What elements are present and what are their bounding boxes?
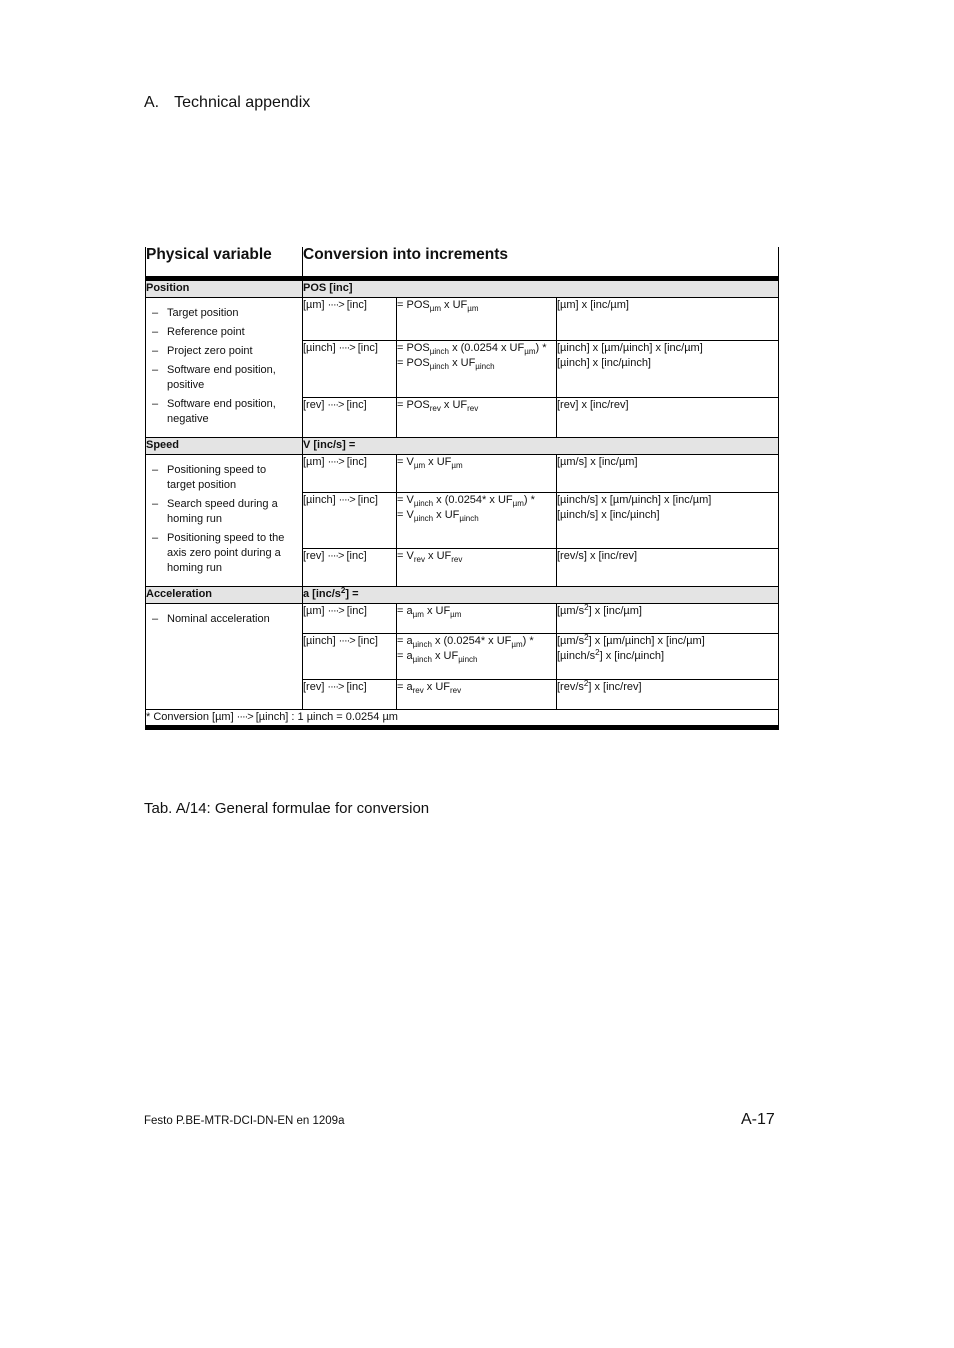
dimension-sup: 2 (595, 648, 600, 657)
dimension-text: ] x [inc/rev] (588, 681, 642, 693)
dimension-sup: 2 (584, 633, 589, 642)
unit-from: [µm] (303, 605, 325, 617)
formula-sub: rev (467, 404, 479, 413)
unit-cell (303, 455, 397, 493)
formula-text: = a (397, 681, 413, 693)
unit-to: [inc] (346, 549, 367, 562)
unit-from: [µinch] (303, 342, 336, 354)
dimension-text: [µinch] x [inc/µinch] (557, 357, 651, 369)
formula-text: ) * (522, 635, 534, 647)
col-header-physical-variable: Physical variable (146, 247, 303, 279)
formula-text: x UF (425, 456, 452, 468)
arrow-right-icon: ····> (338, 635, 355, 647)
formula-sub: µinch (459, 514, 479, 524)
formula-text: = POS (397, 399, 430, 411)
unit-to: [inc] (346, 605, 367, 617)
unit-to: [inc] (357, 635, 378, 647)
formula-text: = a (397, 635, 413, 647)
formula-cell (397, 604, 557, 634)
arrow-right-icon: ····> (327, 399, 344, 411)
formula-text: a [inc/s (303, 588, 341, 600)
category-title: Acceleration (146, 587, 303, 604)
variable-list (152, 612, 296, 627)
formula-sub: rev (429, 404, 441, 413)
unit-to: [inc] (357, 342, 378, 354)
unit-from: [µm] (303, 299, 325, 311)
dimension-text: [µinch/s] x [µm/µinch] x [inc/µm] (557, 494, 712, 507)
formula-sub: rev (450, 686, 462, 695)
footnote-text: * Conversion [µm] (146, 711, 234, 723)
dimension-cell (557, 604, 779, 634)
formula-text: x (0.0254* x UF (433, 494, 513, 507)
formula-text: x UF (433, 509, 460, 522)
arrow-right-icon: ····> (327, 456, 344, 468)
variable-list (152, 463, 296, 576)
unit-from: [µinch] (303, 494, 336, 507)
dimension-sup: 2 (584, 603, 589, 612)
formula-sub: µinch (429, 347, 450, 356)
formula-text: = V (397, 494, 414, 507)
dimension-text: [µinch] x [µm/µinch] x [inc/µm] (557, 342, 703, 354)
unit-from: [µm] (303, 456, 325, 468)
arrow-right-icon: ····> (236, 711, 253, 723)
table-row (146, 455, 779, 493)
unit-to: [inc] (346, 299, 367, 311)
formula-sub: µinch (412, 655, 432, 664)
formula-cell (397, 341, 557, 398)
document-id: Festo P.BE-MTR-DCI-DN-EN en 1209a (144, 1115, 345, 1127)
formula-text: = POS (397, 342, 430, 354)
formula-text: = a (397, 650, 413, 662)
formula-sub: µm (450, 610, 462, 619)
list-item: – Positioning speed to target position (152, 463, 296, 493)
section-title: Technical appendix (174, 94, 311, 111)
unit-from: [µinch] (303, 635, 336, 647)
formula-cell (397, 548, 557, 586)
formula-text: = V (397, 549, 414, 562)
dimension-cell: [rev] x [inc/rev] (557, 398, 779, 438)
unit-to: [inc] (346, 456, 367, 468)
formula-text: = POS (397, 299, 430, 311)
unit-cell (303, 634, 397, 680)
variable-list-cell (146, 455, 303, 587)
formula-sub: µm (467, 304, 479, 313)
unit-cell (303, 604, 397, 634)
unit-cell (303, 341, 397, 398)
arrow-right-icon: ····> (327, 299, 344, 311)
formula-sub: µm (511, 640, 523, 649)
formula-sub: rev (413, 554, 425, 564)
formula-sub: µinch (413, 514, 434, 524)
dimension-cell: [rev/s] x [inc/rev] (557, 548, 779, 586)
category-formula: POS [inc] (303, 279, 779, 298)
formula-sub: µinch (458, 655, 478, 664)
formula-sub: µm (512, 499, 524, 509)
category-title: Speed (146, 438, 303, 455)
unit-from: [rev] (303, 549, 325, 562)
formula-sub: µinch (475, 362, 495, 371)
table-header-row (146, 247, 779, 279)
unit-cell (303, 398, 397, 438)
list-item: – Reference point (152, 325, 296, 340)
arrow-right-icon: ····> (338, 342, 355, 354)
dimension-text: [µinch/s (557, 650, 596, 662)
dimension-cell (557, 634, 779, 680)
arrow-right-icon: ····> (338, 494, 355, 507)
page-number: A-17 (741, 1111, 775, 1128)
formula-text: ] = (345, 588, 359, 600)
formula-cell (397, 634, 557, 680)
formula-text: x UF (449, 357, 476, 369)
list-item: – Software end position, positive (152, 363, 296, 393)
formula-text: ) * (523, 494, 535, 507)
table-footnote-row (146, 710, 779, 728)
arrow-right-icon: ····> (327, 549, 344, 562)
formula-sub: µm (413, 461, 426, 470)
category-row-speed (146, 438, 779, 455)
formula-cell (397, 680, 557, 710)
formula-sub: µm (524, 347, 536, 356)
list-item: – Positioning speed to the axis zero point during a homing run (152, 531, 296, 576)
formula-text: = a (397, 605, 413, 617)
formula-text: x UF (440, 399, 468, 411)
table-footnote (146, 710, 779, 728)
formula-cell (397, 398, 557, 438)
unit-cell (303, 298, 397, 341)
category-row-position (146, 279, 779, 298)
formula-cell (397, 298, 557, 341)
formula-sub: µinch (413, 499, 434, 509)
dimension-cell: [µm/s] x [inc/µm] (557, 455, 779, 493)
formula-text: x UF (423, 681, 451, 693)
arrow-right-icon: ····> (327, 681, 344, 693)
formula-cell (397, 455, 557, 493)
formula-text: ) * (535, 342, 547, 354)
list-item: – Project zero point (152, 344, 296, 359)
table-row (146, 604, 779, 634)
formula-sub: rev (451, 554, 463, 564)
dimension-text: ] x [µm/µinch] x [inc/µm] (588, 635, 705, 647)
formula-text: x (0.0254* x UF (431, 635, 512, 647)
formula-text: x UF (423, 605, 451, 617)
dimension-cell (557, 493, 779, 548)
unit-cell (303, 493, 397, 548)
unit-from: [rev] (303, 399, 325, 411)
dimension-cell (557, 680, 779, 710)
variable-list (152, 306, 296, 427)
dimension-cell (557, 341, 779, 398)
unit-to: [inc] (357, 494, 378, 507)
formula-sub: µm (429, 304, 441, 313)
formula-sub: µinch (412, 640, 432, 649)
formula-text: x UF (431, 650, 459, 662)
list-item: – Nominal acceleration (152, 612, 296, 627)
unit-to: [inc] (346, 681, 367, 693)
formula-text: = V (397, 456, 414, 468)
conversion-table (145, 247, 779, 730)
category-row-acceleration (146, 587, 779, 604)
category-formula (303, 587, 779, 604)
table-row (146, 298, 779, 341)
unit-from: [rev] (303, 681, 325, 693)
arrow-right-icon: ····> (327, 605, 344, 617)
section-header (144, 94, 310, 112)
unit-cell (303, 680, 397, 710)
formula-sub: µm (451, 461, 463, 470)
formula-text: = POS (397, 357, 430, 369)
dimension-text: ] x [inc/µinch] (599, 650, 665, 662)
formula-text: = V (397, 509, 414, 522)
formula-text: x UF (424, 549, 452, 562)
category-title: Position (146, 279, 303, 298)
dimension-sup: 2 (583, 679, 589, 688)
table-caption: Tab. A/14: General formulae for conversion (144, 800, 430, 817)
footnote-text: [µinch] : 1 µinch = 0.0254 µm (255, 711, 398, 723)
dimension-cell: [µm] x [inc/µm] (557, 298, 779, 341)
list-item: – Search speed during a homing run (152, 497, 296, 527)
unit-to: [inc] (346, 399, 367, 411)
formula-text: x UF (441, 299, 468, 311)
dimension-text: [rev/s (557, 681, 584, 693)
unit-cell (303, 548, 397, 586)
dimension-text: [µm/s (557, 605, 585, 617)
dimension-text: ] x [inc/µm] (588, 605, 642, 617)
formula-sub: µm (412, 610, 424, 619)
formula-cell (397, 493, 557, 548)
dimension-text: [µinch/s] x [inc/µinch] (557, 509, 660, 522)
formula-sub: µinch (429, 362, 450, 371)
formula-sup: 2 (340, 586, 346, 595)
formula-text: x (0.0254 x UF (449, 342, 525, 354)
category-formula: V [inc/s] = (303, 438, 779, 455)
formula-sub: rev (412, 686, 424, 695)
section-number: A. (144, 94, 160, 111)
variable-list-cell (146, 298, 303, 438)
list-item: – Software end position, negative (152, 397, 296, 427)
dimension-text: [µm/s (557, 635, 585, 647)
variable-list-cell (146, 604, 303, 710)
col-header-conversion: Conversion into increments (303, 247, 779, 279)
list-item: – Target position (152, 306, 296, 321)
